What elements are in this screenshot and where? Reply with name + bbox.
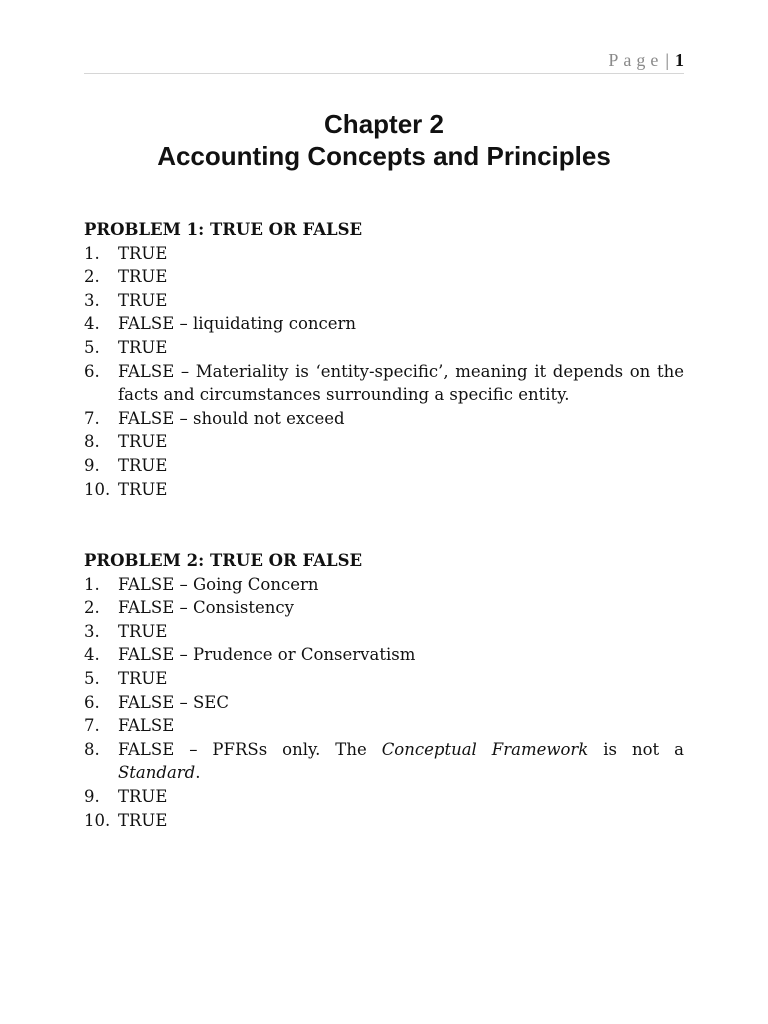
item-answer: TRUE xyxy=(118,432,168,452)
list-item xyxy=(84,454,684,478)
item-answer: FALSE – Prudence or Conservatism xyxy=(118,645,416,665)
list-item xyxy=(84,620,684,644)
item-number: 8. xyxy=(84,432,100,452)
item-answer: FALSE – Materiality is ‘entity-specific’, meaning it depends on the facts and circumstances surrounding a specific entity. xyxy=(118,361,684,405)
item-answer: TRUE xyxy=(118,810,168,830)
list-item xyxy=(84,738,684,785)
list-item xyxy=(84,714,684,738)
item-number: 6. xyxy=(84,692,100,712)
page-number: 1 xyxy=(675,50,684,70)
item-number: 4. xyxy=(84,645,100,665)
list-item xyxy=(84,785,684,809)
list-item xyxy=(84,289,684,313)
list-item xyxy=(84,643,684,667)
item-answer: TRUE xyxy=(118,337,168,357)
list-item xyxy=(84,691,684,715)
item-number: 3. xyxy=(84,621,100,641)
item-number: 10. xyxy=(84,810,111,830)
problem-2-heading: PROBLEM 2: TRUE OR FALSE xyxy=(84,551,363,570)
item-answer: TRUE xyxy=(118,479,168,499)
item-number: 7. xyxy=(84,408,100,428)
page-separator: | xyxy=(665,50,669,70)
list-item xyxy=(84,407,684,431)
item-number: 5. xyxy=(84,337,100,357)
item-number: 1. xyxy=(84,243,100,263)
list-item xyxy=(84,336,684,360)
item-number: 4. xyxy=(84,314,100,334)
list-item xyxy=(84,573,684,597)
item-answer: FALSE – should not exceed xyxy=(118,408,345,428)
item-answer: TRUE xyxy=(118,243,168,263)
list-item xyxy=(84,430,684,454)
item-number: 5. xyxy=(84,668,100,688)
item-answer: TRUE xyxy=(118,290,168,310)
item-answer-emphasis: Conceptual Framework xyxy=(381,739,589,759)
item-answer: TRUE xyxy=(118,786,168,806)
item-answer: FALSE – SEC xyxy=(118,692,229,712)
list-item xyxy=(84,265,684,289)
list-item xyxy=(84,360,684,407)
item-number: 8. xyxy=(84,739,100,759)
item-answer: FALSE – liquidating concern xyxy=(118,314,357,334)
item-number: 9. xyxy=(84,786,100,806)
list-item xyxy=(84,667,684,691)
chapter-subtitle: Accounting Concepts and Principles xyxy=(157,141,611,171)
list-item xyxy=(84,478,684,502)
item-answer: FALSE – Consistency xyxy=(118,598,294,618)
item-number: 7. xyxy=(84,716,100,736)
item-answer-emphasis: Standard xyxy=(118,763,196,783)
item-answer-part: . xyxy=(195,763,201,783)
item-answer xyxy=(118,738,684,785)
item-number: 2. xyxy=(84,598,100,618)
page-word: Page xyxy=(608,50,664,70)
header-rule xyxy=(84,73,684,74)
list-item xyxy=(84,242,684,266)
problem-1-section xyxy=(84,218,684,501)
item-answer: TRUE xyxy=(118,621,168,641)
item-answer: FALSE xyxy=(118,716,175,736)
list-item xyxy=(84,312,684,336)
item-answer-part: FALSE – PFRSs only. The xyxy=(118,739,382,759)
item-answer-part: is not a xyxy=(588,739,684,759)
problem-2-section xyxy=(84,549,684,832)
item-answer: FALSE – Going Concern xyxy=(118,574,319,594)
item-number: 9. xyxy=(84,455,100,475)
title-block xyxy=(0,108,768,172)
item-number: 1. xyxy=(84,574,100,594)
item-number: 2. xyxy=(84,267,100,287)
item-number: 10. xyxy=(84,479,111,499)
item-answer: TRUE xyxy=(118,455,168,475)
problem-1-heading: PROBLEM 1: TRUE OR FALSE xyxy=(84,220,363,239)
page-header xyxy=(608,50,684,71)
item-answer: TRUE xyxy=(118,267,168,287)
item-number: 6. xyxy=(84,361,100,381)
item-answer: TRUE xyxy=(118,668,168,688)
list-item xyxy=(84,809,684,833)
item-number: 3. xyxy=(84,290,100,310)
list-item xyxy=(84,596,684,620)
chapter-title: Chapter 2 xyxy=(324,109,444,139)
